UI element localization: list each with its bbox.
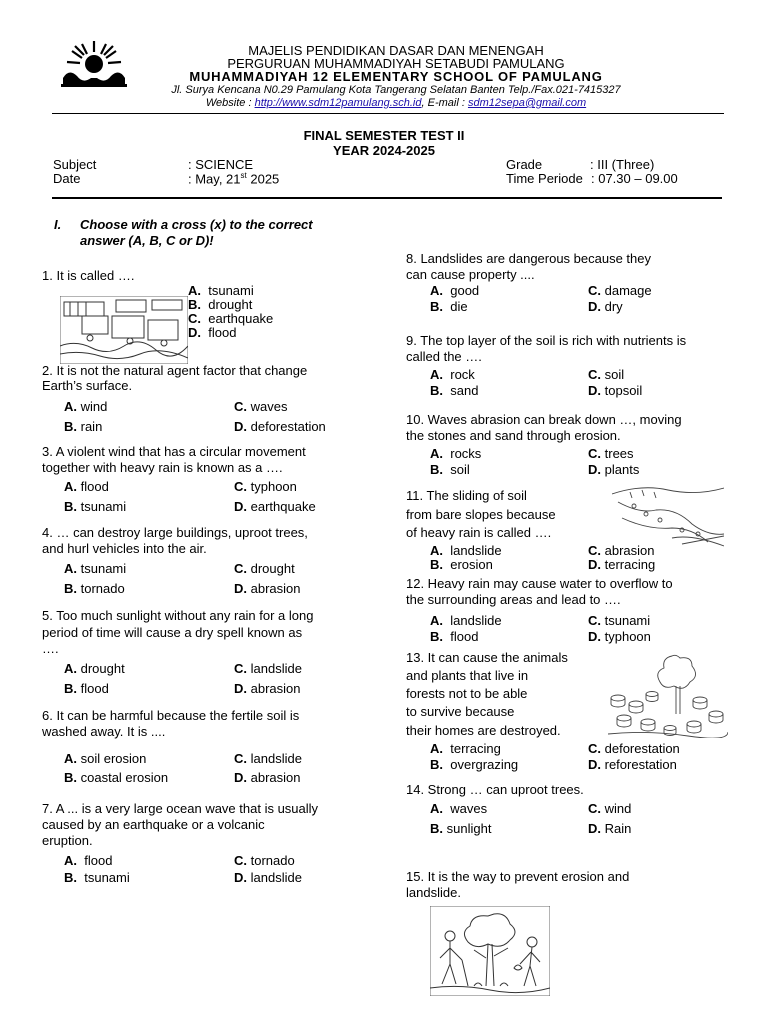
exam-title: FINAL SEMESTER TEST II [303, 128, 465, 143]
q3-option-b[interactable]: B. tsunami [64, 499, 127, 514]
q9-option-c[interactable]: C. soil [588, 367, 625, 382]
q14-option-d[interactable]: D. Rain [588, 821, 632, 836]
question-13-line-2: and plants that live in [406, 668, 529, 683]
q10-option-b[interactable]: B. soil [430, 462, 470, 477]
question-5-line-3: …. [42, 641, 59, 656]
q1-option-a[interactable]: A. tsunami [188, 283, 254, 298]
contact-line [12, 97, 768, 109]
q5-option-c[interactable]: C. landslide [234, 661, 302, 676]
q2-option-c[interactable]: C. waves [234, 399, 288, 414]
q5-option-d[interactable]: D. abrasion [234, 681, 301, 696]
subject-value: : SCIENCE [188, 157, 254, 172]
question-12-line-1: 12. Heavy rain may cause water to overflow to [406, 576, 673, 591]
instruction-number: I. [54, 217, 62, 232]
deforestation-illustration [608, 652, 728, 738]
question-7-line-3: eruption. [42, 833, 93, 848]
q5-option-a[interactable]: A. drought [64, 661, 125, 676]
question-8-line-2: can cause property .... [406, 267, 535, 282]
question-1: 1. It is called …. [42, 268, 135, 283]
question-10-line-1: 10. Waves abrasion can break down …, moving [406, 412, 682, 427]
q11-option-d[interactable]: D. terracing [588, 557, 656, 572]
exam-year: YEAR 2024-2025 [333, 143, 435, 158]
date-label: Date [53, 171, 81, 186]
flood-traffic-illustration [60, 296, 188, 364]
q13-option-b[interactable]: B. overgrazing [430, 757, 519, 772]
question-5-line-2: period of time will cause a dry spell known as [42, 625, 303, 640]
question-6-line-2: washed away. It is .... [42, 724, 166, 739]
website-label: Website : [205, 97, 255, 109]
q7-option-b[interactable]: B. tsunami [64, 870, 130, 885]
question-13-line-3: forests not to be able [406, 686, 528, 701]
q14-option-c[interactable]: C. wind [588, 801, 632, 816]
q13-option-a[interactable]: A. terracing [430, 741, 501, 756]
title-divider [52, 197, 722, 199]
question-12-line-2: the surrounding areas and lead to …. [406, 592, 621, 607]
q2-option-a[interactable]: A. wind [64, 399, 108, 414]
q13-option-c[interactable]: C. deforestation [588, 741, 680, 756]
question-13-line-5: their homes are destroyed. [406, 723, 561, 738]
q8-option-c[interactable]: C. damage [588, 283, 652, 298]
question-13-line-4: to survive because [406, 704, 515, 719]
q10-option-a[interactable]: A. rocks [430, 446, 482, 461]
q6-option-d[interactable]: D. abrasion [234, 770, 301, 785]
q12-option-b[interactable]: B. flood [430, 629, 479, 644]
q8-option-b[interactable]: B. die [430, 299, 468, 314]
org-line-1: MAJELIS PENDIDIKAN DASAR DAN MENENGAH [248, 43, 544, 58]
q3-option-a[interactable]: A. flood [64, 479, 109, 494]
question-10-line-2: the stones and sand through erosion. [406, 428, 621, 443]
q13-option-d[interactable]: D. reforestation [588, 757, 677, 772]
q2-option-d[interactable]: D. deforestation [234, 419, 326, 434]
question-15-line-1: 15. It is the way to prevent erosion and [406, 869, 630, 884]
time-label: Time Periode [506, 171, 583, 186]
tree-planting-illustration [430, 906, 550, 996]
question-8-line-1: 8. Landslides are dangerous because they [406, 251, 652, 266]
question-7-line-1: 7. A ... is a very large ocean wave that is usually [42, 801, 319, 816]
website-link[interactable]: http://www.sdm12pamulang.sch.id [254, 97, 422, 109]
question-7-line-2: caused by an earthquake or a volcanic [42, 817, 265, 832]
q14-option-a[interactable]: A. waves [430, 801, 488, 816]
q12-option-c[interactable]: C. tsunami [588, 613, 651, 628]
email-link[interactable]: sdm12sepa@gmail.com [467, 97, 587, 109]
q11-option-a[interactable]: A. landslide [430, 543, 502, 558]
question-4-line-2: and hurl vehicles into the air. [42, 541, 207, 556]
question-2-line-1: 2. It is not the natural agent factor that change [42, 363, 308, 378]
q7-option-a[interactable]: A. flood [64, 853, 113, 868]
question-11-line-2: from bare slopes because [406, 507, 556, 522]
q12-option-d[interactable]: D. typhoon [588, 629, 651, 644]
grade-label: Grade [506, 157, 543, 172]
school-name: MUHAMMADIYAH 12 ELEMENTARY SCHOOL OF PAMULANG [189, 69, 603, 84]
q4-option-b[interactable]: B. tornado [64, 581, 125, 596]
q3-option-c[interactable]: C. typhoon [234, 479, 297, 494]
landslide-illustration [612, 484, 724, 550]
q5-option-b[interactable]: B. flood [64, 681, 109, 696]
q6-option-b[interactable]: B. coastal erosion [64, 770, 169, 785]
q4-option-a[interactable]: A. tsunami [64, 561, 127, 576]
instruction-line-1: Choose with a cross (x) to the correct [80, 217, 313, 232]
q9-option-a[interactable]: A. rock [430, 367, 475, 382]
question-13-line-1: 13. It can cause the animals [406, 650, 568, 665]
date-value: : May, 21st 2025 [188, 171, 280, 187]
question-4-line-1: 4. … can destroy large buildings, uproot trees, [42, 525, 308, 540]
question-9-line-1: 9. The top layer of the soil is rich with nutrients is [406, 333, 687, 348]
question-11-line-3: of heavy rain is called …. [406, 525, 552, 540]
q10-option-c[interactable]: C. trees [588, 446, 634, 461]
instruction-line-2: answer (A, B, C or D)! [80, 233, 214, 248]
question-2-line-2: Earth’s surface. [42, 378, 133, 393]
question-14: 14. Strong … can uproot trees. [406, 782, 584, 797]
subject-label: Subject [53, 157, 97, 172]
question-15-line-2: landslide. [406, 885, 461, 900]
q10-option-d[interactable]: D. plants [588, 462, 640, 477]
email-label: , E-mail : [421, 97, 468, 109]
question-6-line-1: 6. It can be harmful because the fertile soil is [42, 708, 300, 723]
q1-option-c[interactable]: C. earthquake [188, 311, 274, 326]
q4-option-c[interactable]: C. drought [234, 561, 295, 576]
school-address: Jl. Surya Kencana N0.29 Pamulang Kota Tangerang Selatan Banten Telp./Fax.021-7415327 [171, 84, 621, 96]
q2-option-b[interactable]: B. rain [64, 419, 103, 434]
q14-option-b[interactable]: B. sunlight [430, 821, 492, 836]
q12-option-a[interactable]: A. landslide [430, 613, 502, 628]
q8-option-d[interactable]: D. dry [588, 299, 623, 314]
q1-option-b[interactable]: B. drought [188, 297, 253, 312]
time-value: : 07.30 – 09.00 [591, 171, 678, 186]
question-3-line-2: together with heavy rain is known as a …. [42, 460, 283, 475]
q6-option-c[interactable]: C. landslide [234, 751, 302, 766]
question-9-line-2: called the …. [406, 349, 482, 364]
q11-option-c[interactable]: C. abrasion [588, 543, 655, 558]
header-divider [52, 113, 724, 114]
q3-option-d[interactable]: D. earthquake [234, 499, 316, 514]
grade-value: : III (Three) [590, 157, 655, 172]
q1-option-d[interactable]: D. flood [188, 325, 237, 340]
q7-option-d[interactable]: D. landslide [234, 870, 302, 885]
q9-option-b[interactable]: B. sand [430, 383, 479, 398]
question-3-line-1: 3. A violent wind that has a circular movement [42, 444, 306, 459]
q9-option-d[interactable]: D. topsoil [588, 383, 643, 398]
org-line-2: PERGURUAN MUHAMMADIYAH SETABUDI PAMULANG [227, 56, 565, 71]
question-5-line-1: 5. Too much sunlight without any rain for a long [42, 608, 314, 623]
q4-option-d[interactable]: D. abrasion [234, 581, 301, 596]
q6-option-a[interactable]: A. soil erosion [64, 751, 147, 766]
question-11-line-1: 11. The sliding of soil [406, 488, 527, 503]
q8-option-a[interactable]: A. good [430, 283, 480, 298]
q11-option-b[interactable]: B. erosion [430, 557, 493, 572]
q7-option-c[interactable]: C. tornado [234, 853, 295, 868]
